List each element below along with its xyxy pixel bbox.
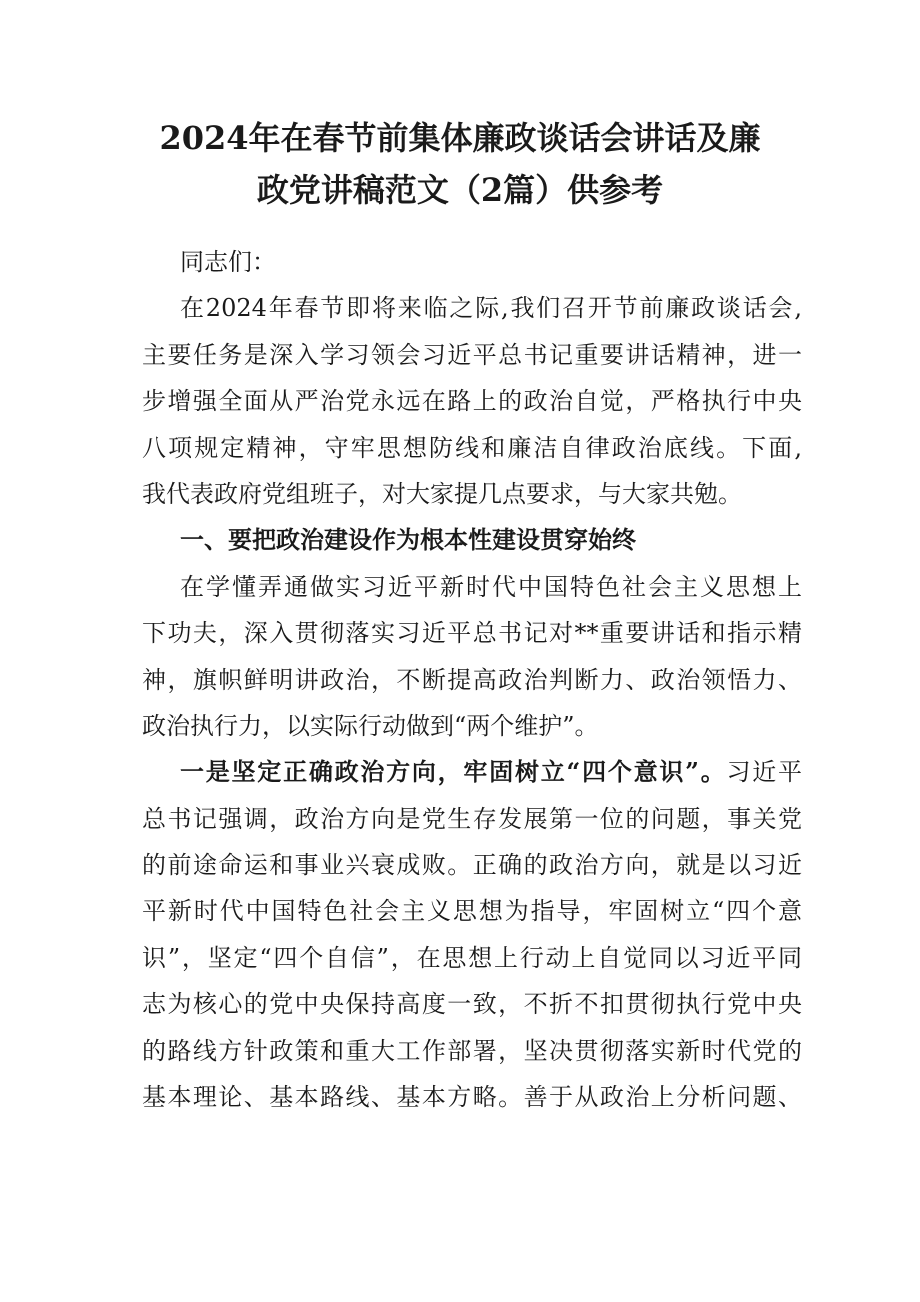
document-body xyxy=(142,239,802,1120)
paragraph-line: 在学懂弄通做实习近平新时代中国特色社会主义思想上 xyxy=(180,572,802,601)
paragraph-line: 的前途命运和事业兴衰成败。正确的政治方向，就是以习近 xyxy=(142,851,802,880)
document-title-line-1: 2024年在春节前集体廉政谈话会讲话及廉 xyxy=(159,119,761,157)
paragraph-line: 神，旗帜鲜明讲政治，不断提高政治判断力、政治领悟力、 xyxy=(142,665,802,694)
paragraph-line xyxy=(142,749,802,795)
paragraph-line: 基本理论、基本路线、基本方略。善于从政治上分析问题、 xyxy=(142,1083,802,1112)
paragraph-line: 步增强全面从严治党永远在路上的政治自觉，严格执行中央 xyxy=(142,387,802,416)
paragraph-line: 平新时代中国特色社会主义思想为指导，牢固树立“四个意 xyxy=(142,897,802,926)
paragraph-line: 下功夫，深入贯彻落实习近平总书记对**重要讲话和指示精 xyxy=(142,619,802,648)
paragraph-line: 八项规定精神，守牢思想防线和廉洁自律政治底线。下面, xyxy=(142,433,802,462)
paragraph-text: 习近平 xyxy=(726,758,803,787)
paragraph-line: 识”，坚定“四个自信”，在思想上行动上自觉同以习近平同 xyxy=(142,943,802,972)
salutation: 同志们： xyxy=(180,248,276,276)
paragraph-line: 我代表政府党组班子，对大家提几点要求，与大家共勉。 xyxy=(142,479,742,508)
document-title-line-2: 政党讲稿范文（2篇）供参考 xyxy=(256,171,664,209)
section-heading: 一、要把政治建设作为根本性建设贯穿始终 xyxy=(180,525,636,555)
paragraph-line: 政治执行力，以实际行动做到“两个维护”。 xyxy=(142,711,599,740)
paragraph-line: 志为核心的党中央保持高度一致，不折不扣贯彻执行党中央 xyxy=(142,990,802,1019)
paragraph-line: 总书记强调，政治方向是党生存发展第一位的问题，事关党 xyxy=(142,804,802,833)
paragraph-line: 在2024年春节即将来临之际,我们召开节前廉政谈话会, xyxy=(180,294,802,323)
subsection-lead: 一是坚定正确政治方向，牢固树立“四个意识”。 xyxy=(180,757,727,787)
paragraph-line: 主要任务是深入学习领会习近平总书记重要讲话精神，进一 xyxy=(142,340,802,369)
paragraph-line: 的路线方针政策和重大工作部署，坚决贯彻落实新时代党的 xyxy=(142,1036,802,1065)
